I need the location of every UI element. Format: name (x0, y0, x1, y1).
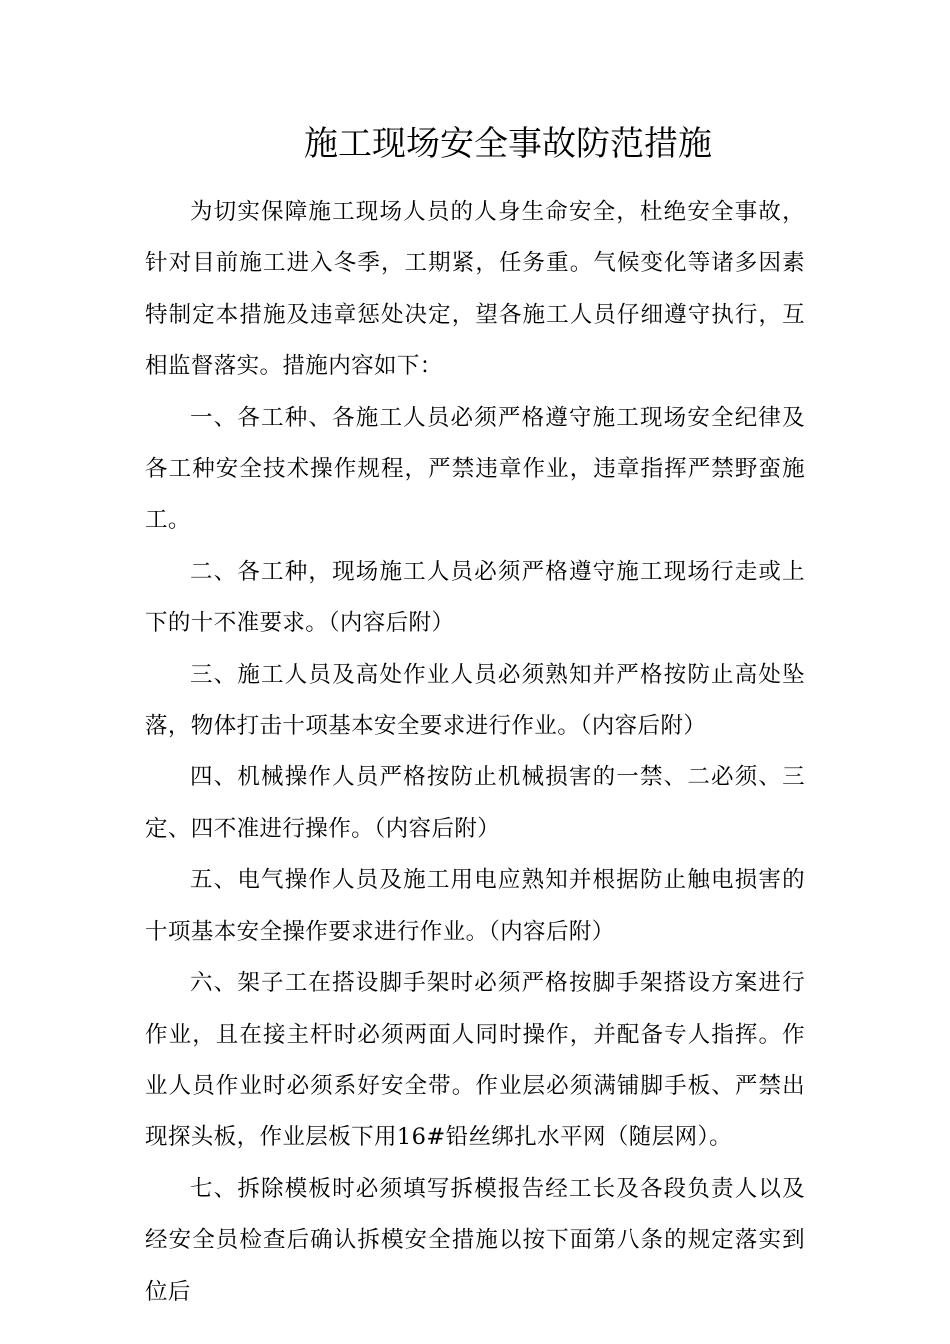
paragraph-item-4: 四、机械操作人员严格按防止机械损害的一禁、二必须、三定、四不准进行操作。（内容后附） (145, 764, 805, 842)
paragraph-item-2: 二、各工种，现场施工人员必须严格遵守施工现场行走或上下的十不准要求。（内容后附） (145, 558, 805, 637)
document-title: 施工现场安全事故防范措施 (304, 124, 712, 164)
paragraph-item-5: 五、电气操作人员及施工用电应熟知并根据防止触电损害的十项基本安全操作要求进行作业。（内容后附） (145, 867, 805, 945)
paragraph-intro: 为切实保障施工现场人员的人身生命安全，杜绝安全事故，针对目前施工进入冬季，工期紧，任务重。气候变化等诸多因素特制定本措施及违章惩处决定，望各施工人员仔细遵守执行，互相监督落实。措施内容如下： (145, 199, 805, 380)
paragraph-item-1: 一、各工种、各施工人员必须严格遵守施工现场安全纪律及各工种安全技术操作规程，严禁违章作业，违章指挥严禁野蛮施工。 (145, 404, 805, 534)
paragraph-item-7: 七、拆除模板时必须填写拆模报告经工长及各段负责人以及经安全员检查后确认拆模安全措施以按下面第八条的规定落实到位后 (145, 1175, 805, 1305)
document-body (145, 187, 805, 1318)
paragraph-item-6: 六、架子工在搭设脚手架时必须严格按脚手架搭设方案进行作业，且在接主杆时必须两面人同时操作，并配备专人指挥。作业人员作业时必须系好安全带。作业层必须满铺脚手板、严禁出现探头板，作业层板下用16#铅丝绑扎水平网（随层网）。 (145, 970, 805, 1151)
paragraph-item-3: 三、施工人员及高处作业人员必须熟知并严格按防止高处坠落，物体打击十项基本安全要求进行作业。（内容后附） (145, 661, 805, 740)
